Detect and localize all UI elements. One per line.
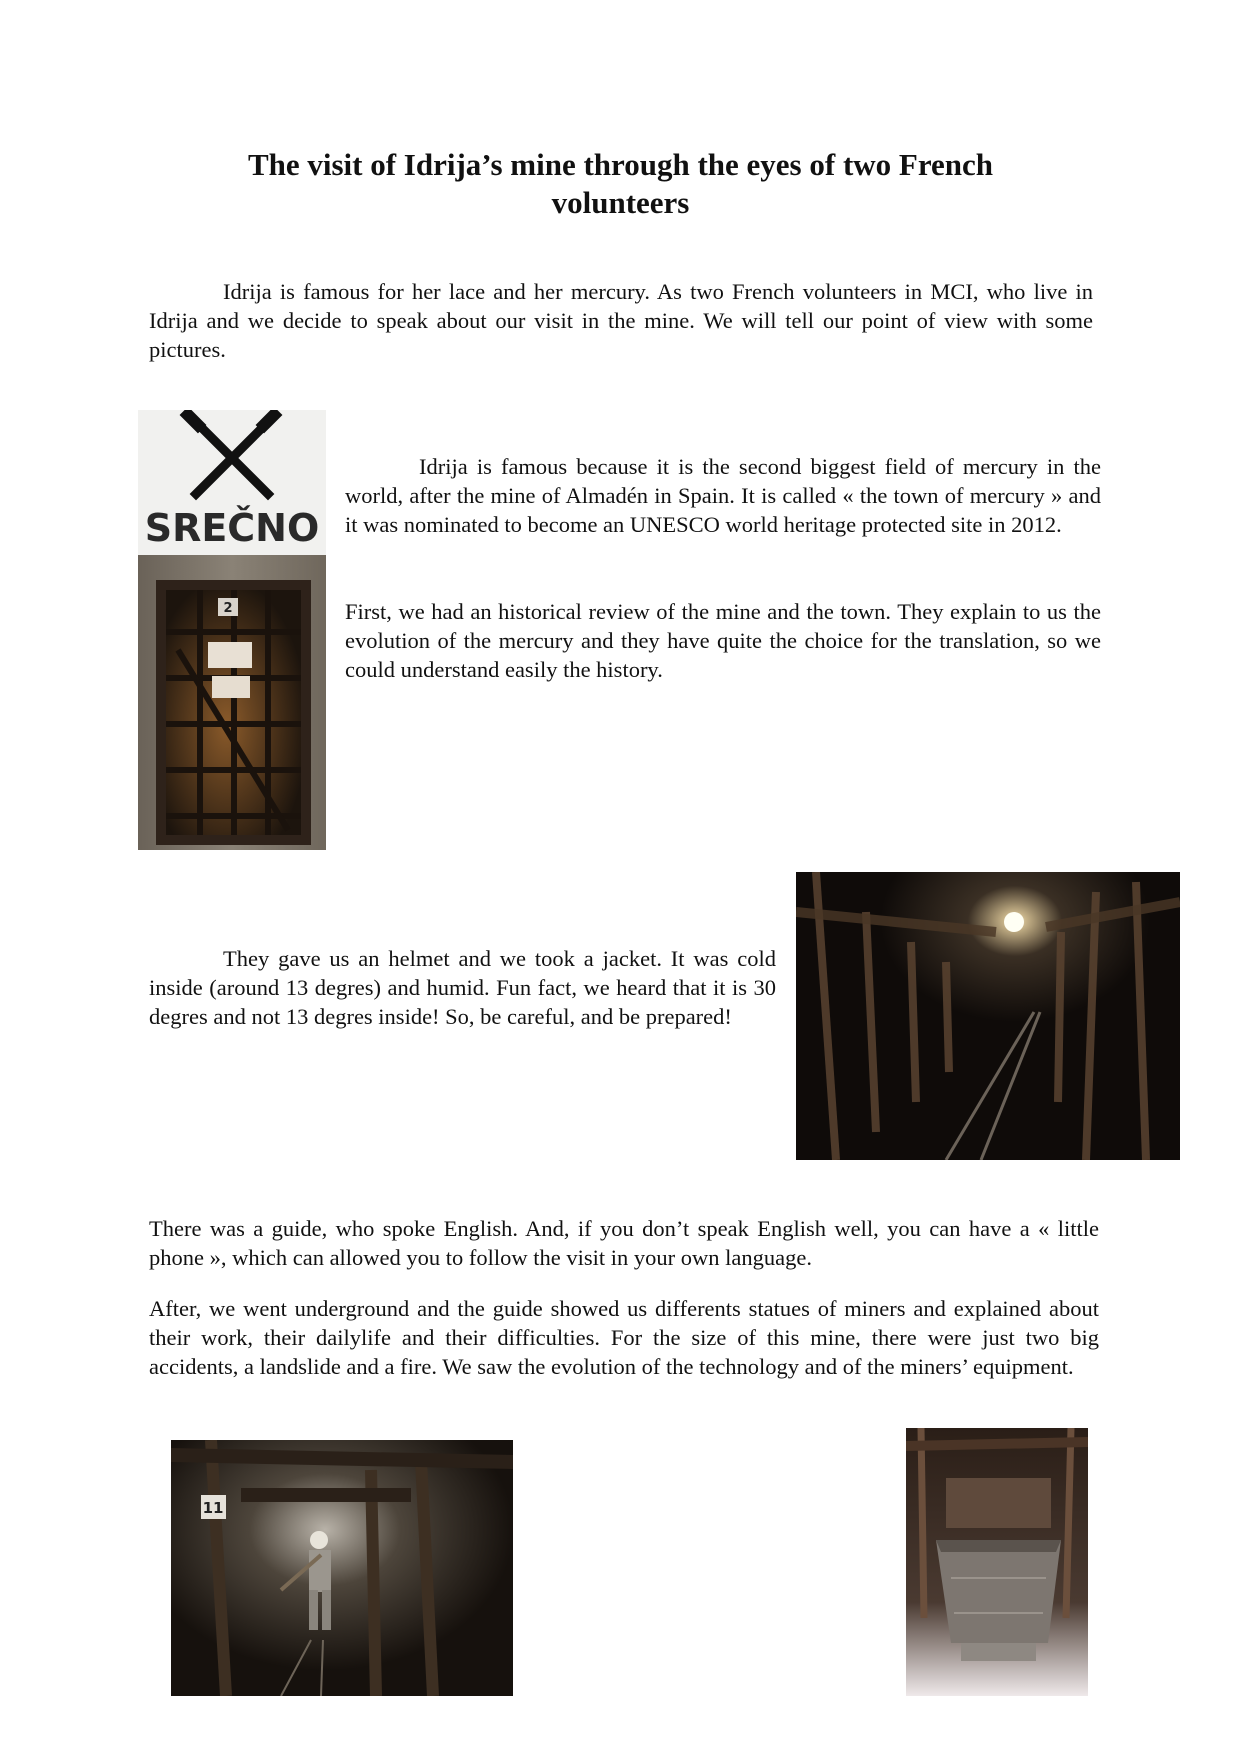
door-number: 2: [223, 601, 233, 616]
section3-paragraph-2: After, we went underground and the guide showed us differents statues of miners and explained about their work, their dailylife and their difficulties. For the size of this mine, there were just two big accidents, a landslide and a fire. We saw the evolution of the technology and of the miners’ equipment.: [149, 1296, 1099, 1379]
mine-tunnel-photo: [796, 872, 1180, 1160]
srecno-sign-text: SREČNO: [144, 506, 320, 550]
miner-statue-photo: [171, 1440, 513, 1696]
post-number: 11: [202, 1499, 224, 1517]
section2-paragraph: They gave us an helmet and we took a jacket. It was cold inside (around 13 degres) and humid. Fun fact, we heard that it is 30 degres and not 13 degres inside! So, be careful, and be prepared!: [149, 946, 776, 1029]
section1-paragraph-2: First, we had an historical review of the mine and the town. They explain to us the evolution of the mercury and they have quite the choice for the translation, so we could understand easily the history.: [345, 599, 1101, 682]
mine-entrance-photo: [138, 410, 326, 850]
mine-cart-photo: [906, 1428, 1088, 1696]
section3-paragraph-1: There was a guide, who spoke English. And, if you don’t speak English well, you can have a « little phone », which can allowed you to follow the visit in your own language.: [149, 1216, 1099, 1270]
intro-paragraph: Idrija is famous for her lace and her mercury. As two French volunteers in MCI, who live in Idrija and we decide to speak about our visit in the mine. We will tell our point of view with some pictures.: [149, 279, 1093, 362]
page-title: The visit of Idrija’s mine through the eyes of two French volunteers: [247, 147, 994, 220]
section1-paragraph-1: Idrija is famous because it is the second biggest field of mercury in the world, after the mine of Almadén in Spain. It is called « the town of mercury » and it was nominated to become an UNESCO world heritage protected site in 2012.: [345, 454, 1101, 537]
